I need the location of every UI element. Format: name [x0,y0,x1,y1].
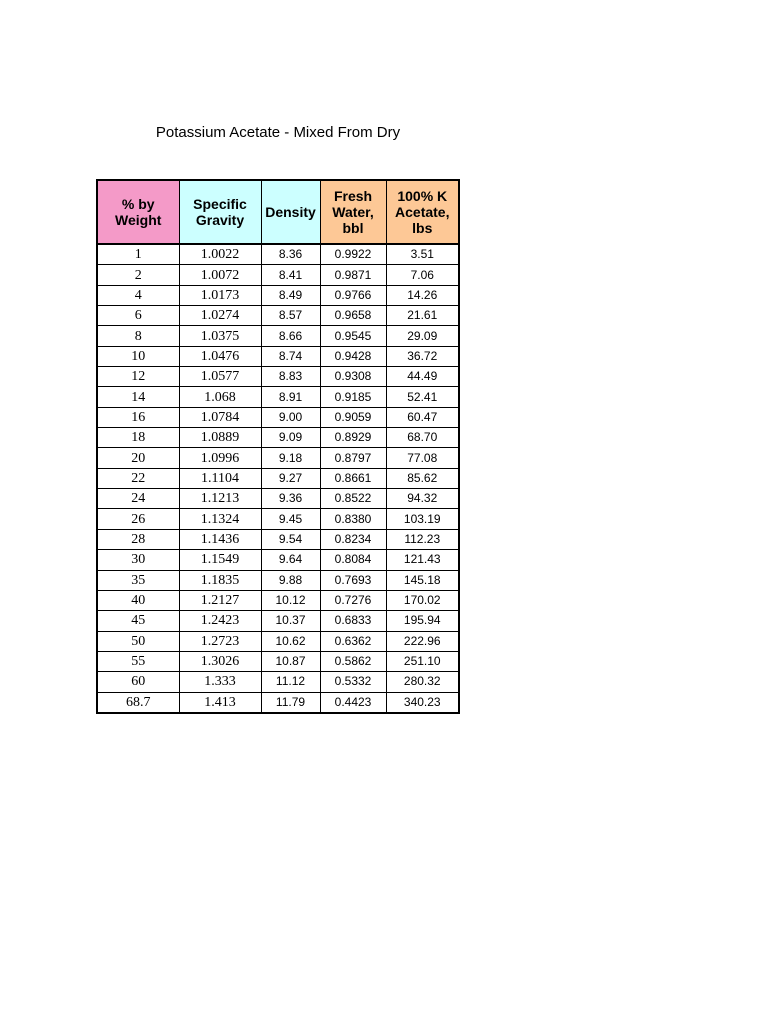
cell-density: 8.83 [261,367,320,387]
cell-percent-by-weight: 60 [97,672,179,692]
table-row [97,651,459,671]
table-row [97,509,459,529]
cell-percent-by-weight: 28 [97,529,179,549]
cell-density: 9.00 [261,407,320,427]
table-row [97,407,459,427]
table-row [97,468,459,488]
cell-percent-by-weight: 14 [97,387,179,407]
table-row [97,346,459,366]
cell-fresh-water: 0.6362 [320,631,386,651]
cell-specific-gravity: 1.3026 [179,651,261,671]
cell-k-acetate: 340.23 [386,692,459,713]
cell-specific-gravity: 1.0996 [179,448,261,468]
cell-fresh-water: 0.5862 [320,651,386,671]
cell-density: 9.18 [261,448,320,468]
cell-specific-gravity: 1.1436 [179,529,261,549]
cell-specific-gravity: 1.0889 [179,428,261,448]
cell-percent-by-weight: 45 [97,611,179,631]
cell-density: 8.74 [261,346,320,366]
cell-k-acetate: 121.43 [386,550,459,570]
cell-fresh-water: 0.9871 [320,265,386,285]
cell-specific-gravity: 1.1324 [179,509,261,529]
cell-fresh-water: 0.7693 [320,570,386,590]
cell-percent-by-weight: 16 [97,407,179,427]
cell-specific-gravity: 1.413 [179,692,261,713]
table-row [97,306,459,326]
cell-density: 10.37 [261,611,320,631]
cell-specific-gravity: 1.0274 [179,306,261,326]
cell-specific-gravity: 1.2127 [179,590,261,610]
cell-density: 9.54 [261,529,320,549]
cell-fresh-water: 0.8380 [320,509,386,529]
cell-percent-by-weight: 10 [97,346,179,366]
table-row [97,550,459,570]
cell-percent-by-weight: 30 [97,550,179,570]
cell-percent-by-weight: 68.7 [97,692,179,713]
cell-fresh-water: 0.5332 [320,672,386,692]
cell-percent-by-weight: 24 [97,489,179,509]
cell-density: 9.27 [261,468,320,488]
table-row [97,367,459,387]
table-row [97,244,459,265]
cell-fresh-water: 0.9059 [320,407,386,427]
table-row [97,529,459,549]
cell-density: 11.12 [261,672,320,692]
cell-specific-gravity: 1.1835 [179,570,261,590]
cell-specific-gravity: 1.0476 [179,346,261,366]
cell-fresh-water: 0.8929 [320,428,386,448]
table-row [97,387,459,407]
cell-fresh-water: 0.9308 [320,367,386,387]
potassium-acetate-table [96,179,460,714]
table-row [97,326,459,346]
header-density: Density [261,180,320,244]
cell-percent-by-weight: 26 [97,509,179,529]
cell-k-acetate: 170.02 [386,590,459,610]
table-row [97,448,459,468]
cell-specific-gravity: 1.2423 [179,611,261,631]
cell-percent-by-weight: 40 [97,590,179,610]
cell-density: 8.91 [261,387,320,407]
cell-k-acetate: 29.09 [386,326,459,346]
header-specific-gravity: Specific Gravity [179,180,261,244]
header-percent-by-weight: % by Weight [97,180,179,244]
table-row [97,611,459,631]
cell-density: 10.12 [261,590,320,610]
cell-k-acetate: 14.26 [386,285,459,305]
cell-fresh-water: 0.8522 [320,489,386,509]
cell-percent-by-weight: 2 [97,265,179,285]
cell-percent-by-weight: 12 [97,367,179,387]
cell-fresh-water: 0.9545 [320,326,386,346]
cell-fresh-water: 0.9766 [320,285,386,305]
cell-fresh-water: 0.4423 [320,692,386,713]
table-row [97,672,459,692]
cell-k-acetate: 251.10 [386,651,459,671]
cell-k-acetate: 145.18 [386,570,459,590]
cell-specific-gravity: 1.1549 [179,550,261,570]
cell-specific-gravity: 1.1104 [179,468,261,488]
header-row [97,180,459,244]
cell-density: 8.57 [261,306,320,326]
header-k-acetate: 100% K Acetate, lbs [386,180,459,244]
table-row [97,428,459,448]
cell-specific-gravity: 1.0375 [179,326,261,346]
cell-density: 8.66 [261,326,320,346]
header-fresh-water: Fresh Water, bbl [320,180,386,244]
cell-density: 8.36 [261,244,320,265]
cell-fresh-water: 0.7276 [320,590,386,610]
cell-k-acetate: 222.96 [386,631,459,651]
cell-specific-gravity: 1.2723 [179,631,261,651]
cell-specific-gravity: 1.0173 [179,285,261,305]
table-body [97,244,459,713]
cell-density: 9.64 [261,550,320,570]
cell-specific-gravity: 1.0784 [179,407,261,427]
cell-density: 10.87 [261,651,320,671]
cell-k-acetate: 52.41 [386,387,459,407]
cell-percent-by-weight: 35 [97,570,179,590]
cell-fresh-water: 0.8661 [320,468,386,488]
cell-specific-gravity: 1.333 [179,672,261,692]
cell-density: 9.88 [261,570,320,590]
cell-fresh-water: 0.9658 [320,306,386,326]
cell-k-acetate: 280.32 [386,672,459,692]
cell-specific-gravity: 1.1213 [179,489,261,509]
cell-k-acetate: 94.32 [386,489,459,509]
cell-k-acetate: 21.61 [386,306,459,326]
page-title: Potassium Acetate - Mixed From Dry [155,124,401,141]
cell-fresh-water: 0.9922 [320,244,386,265]
cell-fresh-water: 0.9428 [320,346,386,366]
cell-k-acetate: 195.94 [386,611,459,631]
cell-fresh-water: 0.6833 [320,611,386,631]
table-row [97,285,459,305]
cell-percent-by-weight: 20 [97,448,179,468]
cell-k-acetate: 68.70 [386,428,459,448]
cell-k-acetate: 60.47 [386,407,459,427]
table-row [97,631,459,651]
table-row [97,265,459,285]
table-row [97,692,459,713]
cell-density: 10.62 [261,631,320,651]
table-header [97,180,459,244]
cell-specific-gravity: 1.068 [179,387,261,407]
cell-percent-by-weight: 6 [97,306,179,326]
cell-k-acetate: 77.08 [386,448,459,468]
cell-percent-by-weight: 1 [97,244,179,265]
cell-specific-gravity: 1.0577 [179,367,261,387]
cell-percent-by-weight: 55 [97,651,179,671]
cell-k-acetate: 112.23 [386,529,459,549]
table-row [97,570,459,590]
cell-fresh-water: 0.8797 [320,448,386,468]
cell-fresh-water: 0.9185 [320,387,386,407]
cell-percent-by-weight: 4 [97,285,179,305]
cell-density: 9.36 [261,489,320,509]
table-row [97,590,459,610]
cell-k-acetate: 36.72 [386,346,459,366]
cell-fresh-water: 0.8234 [320,529,386,549]
cell-fresh-water: 0.8084 [320,550,386,570]
cell-k-acetate: 44.49 [386,367,459,387]
table-row [97,489,459,509]
cell-specific-gravity: 1.0022 [179,244,261,265]
cell-k-acetate: 7.06 [386,265,459,285]
cell-percent-by-weight: 18 [97,428,179,448]
cell-k-acetate: 103.19 [386,509,459,529]
cell-density: 9.45 [261,509,320,529]
cell-percent-by-weight: 22 [97,468,179,488]
cell-k-acetate: 85.62 [386,468,459,488]
cell-specific-gravity: 1.0072 [179,265,261,285]
cell-percent-by-weight: 8 [97,326,179,346]
cell-density: 8.49 [261,285,320,305]
cell-percent-by-weight: 50 [97,631,179,651]
cell-density: 11.79 [261,692,320,713]
cell-density: 9.09 [261,428,320,448]
cell-k-acetate: 3.51 [386,244,459,265]
cell-density: 8.41 [261,265,320,285]
